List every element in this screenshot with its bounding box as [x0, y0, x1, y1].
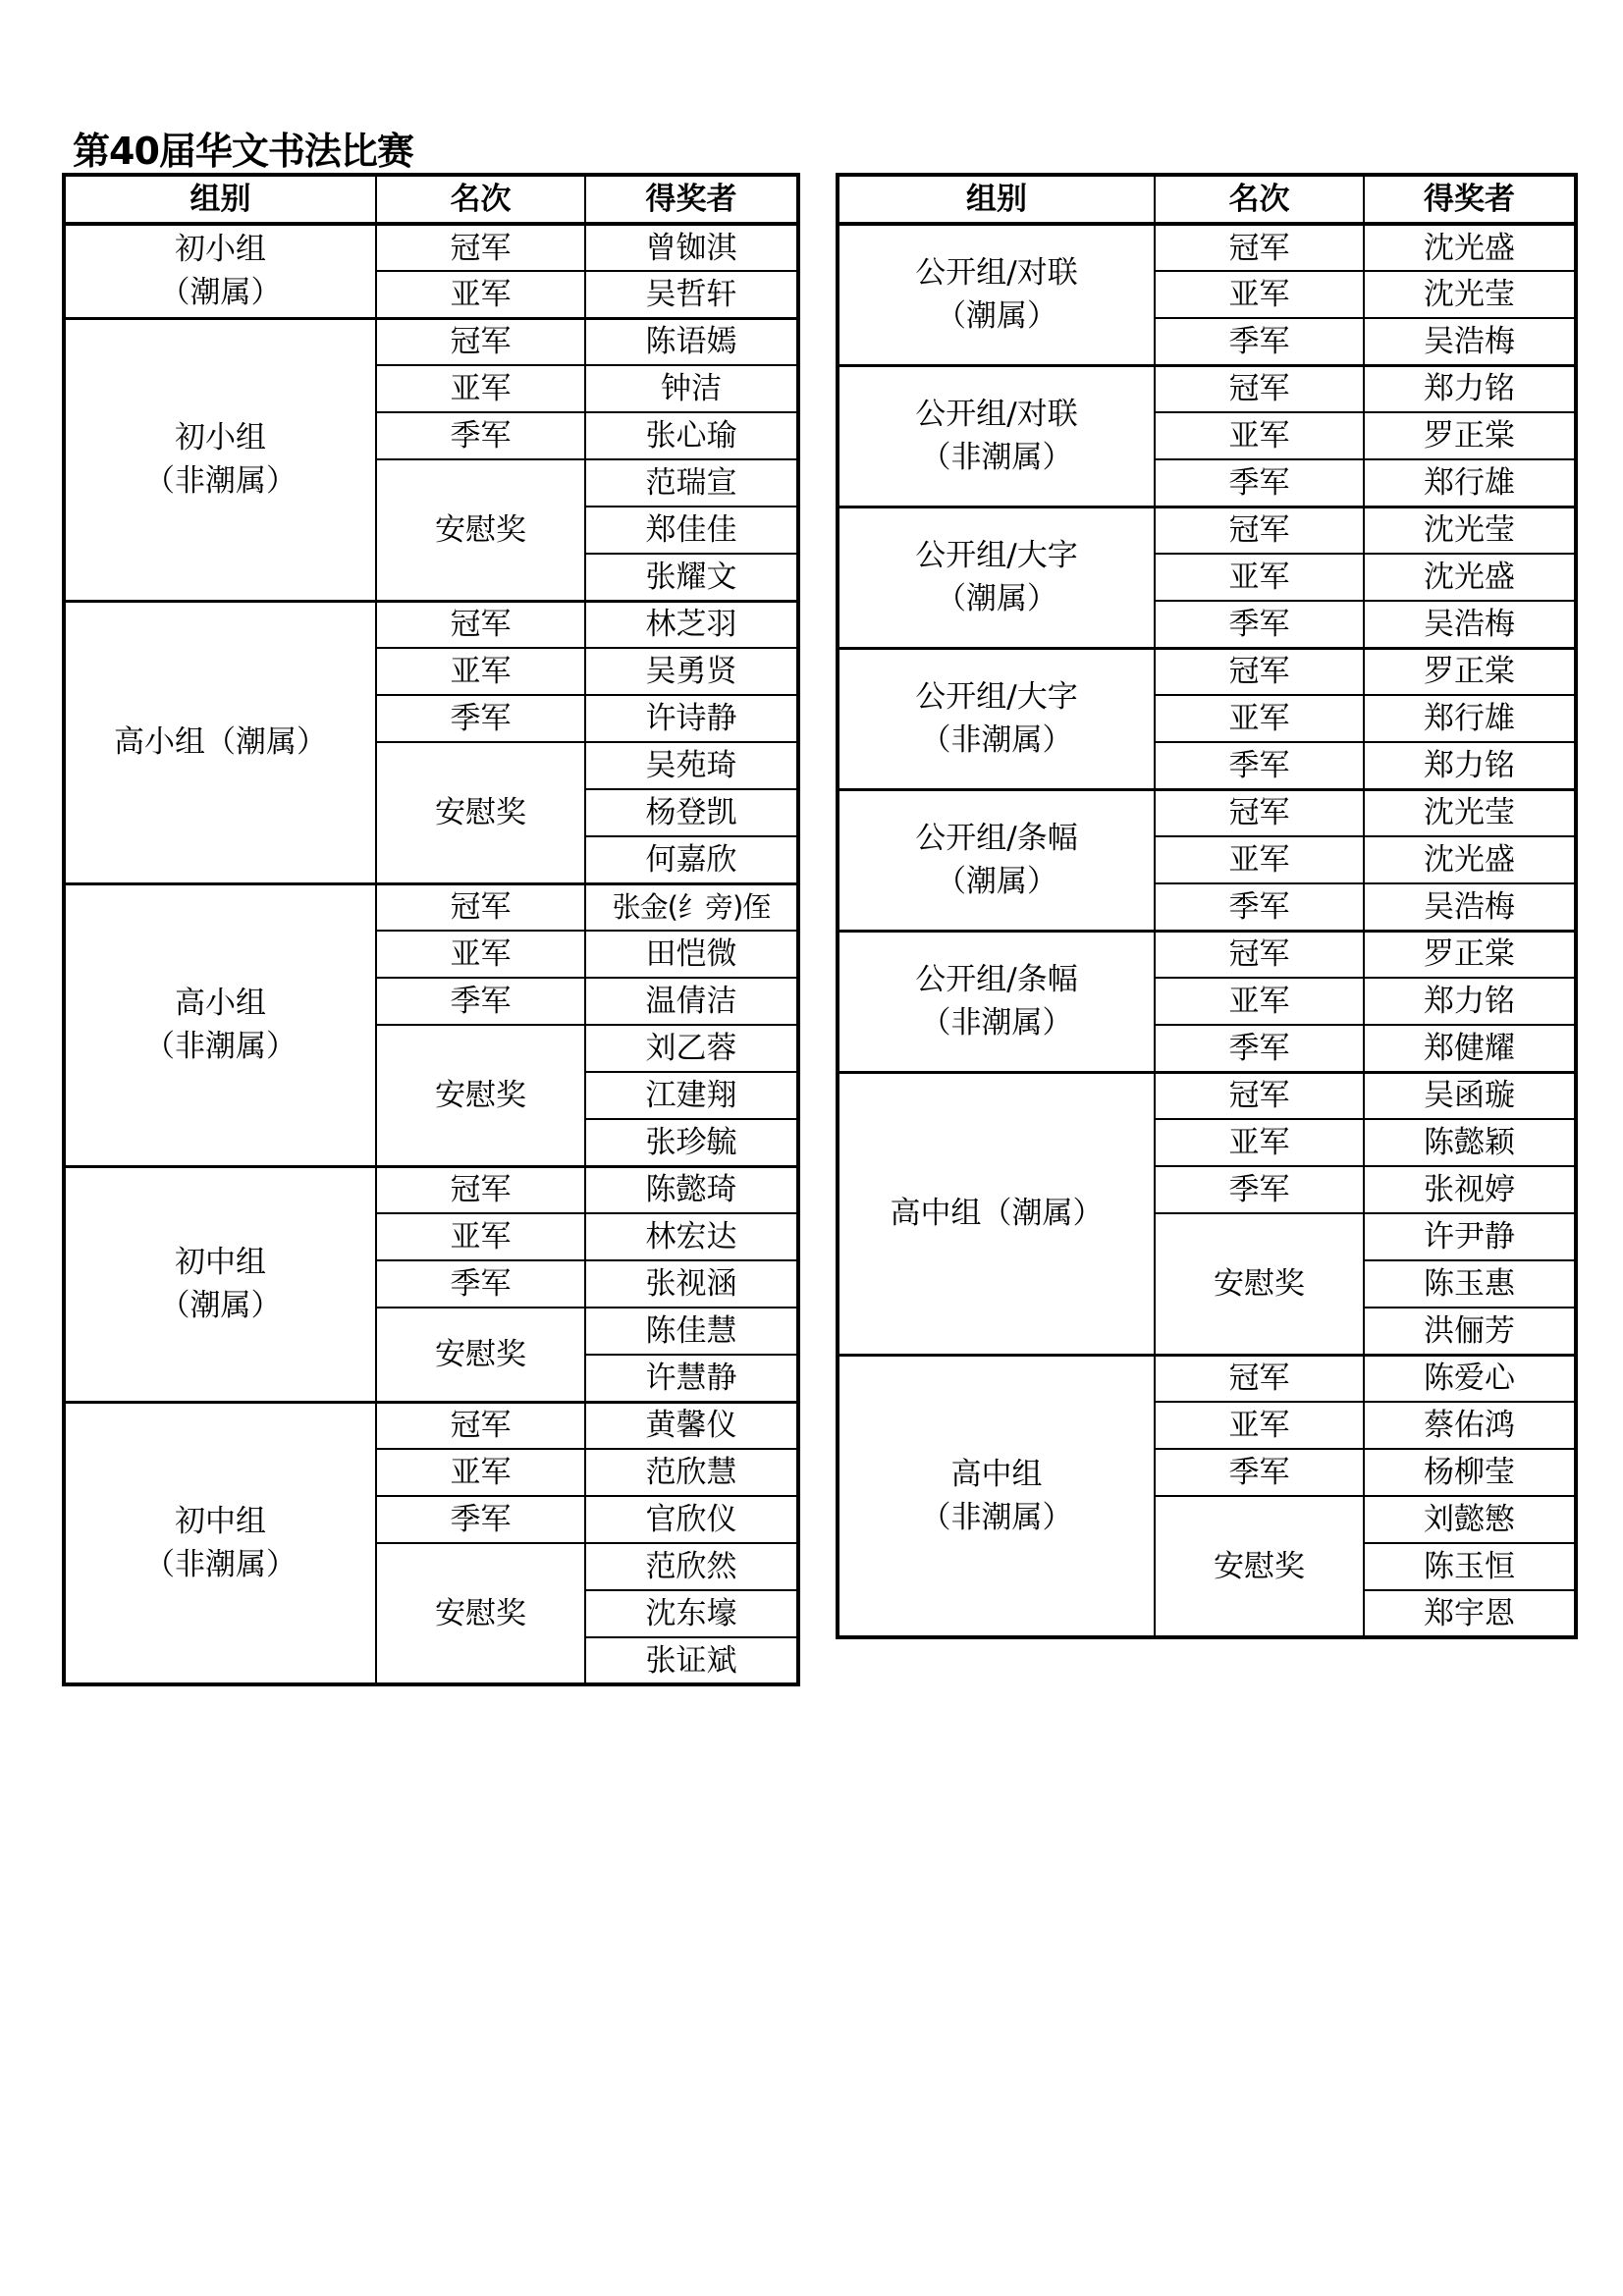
group-name: 初中组 （非潮属） — [64, 1402, 376, 1684]
rank-label: 冠军 — [1155, 1072, 1364, 1119]
group-name: 初小组 （潮属） — [64, 224, 376, 318]
winner-name: 吴勇贤 — [585, 648, 798, 695]
winner-name: 林芝羽 — [585, 601, 798, 648]
page-title: 第40届华文书法比赛 — [73, 130, 413, 173]
winner-name: 陈佳慧 — [585, 1308, 798, 1355]
rank-label: 亚军 — [376, 648, 585, 695]
winner-name: 刘懿慜 — [1364, 1496, 1576, 1543]
rank-label: 亚军 — [1155, 978, 1364, 1025]
winner-name: 郑宇恩 — [1364, 1590, 1576, 1637]
winner-name: 范瑞宣 — [585, 459, 798, 507]
table-row — [838, 1355, 1576, 1402]
winner-name: 沈光盛 — [1364, 836, 1576, 883]
group-name: 公开组/对联 （非潮属） — [838, 365, 1155, 507]
table-row — [64, 601, 798, 648]
rank-label: 季军 — [1155, 1025, 1364, 1072]
winner-name: 陈玉恒 — [1364, 1543, 1576, 1590]
table-header-row — [64, 175, 798, 224]
winner-name: 吴浩梅 — [1364, 883, 1576, 931]
group-name: 公开组/对联 （潮属） — [838, 224, 1155, 365]
header-rank: 名次 — [376, 175, 585, 224]
table-row — [838, 224, 1576, 271]
rank-label: 冠军 — [1155, 1355, 1364, 1402]
group-name: 高小组 （非潮属） — [64, 883, 376, 1166]
rank-label: 安慰奖 — [376, 1308, 585, 1402]
rank-label: 安慰奖 — [376, 742, 585, 883]
winner-name: 沈光莹 — [1364, 507, 1576, 554]
winner-name: 陈懿琦 — [585, 1166, 798, 1213]
winner-name: 罗正棠 — [1364, 412, 1576, 459]
winner-name: 郑行雄 — [1364, 695, 1576, 742]
winner-name: 吴哲轩 — [585, 271, 798, 318]
rank-label: 季军 — [376, 1260, 585, 1308]
header-group: 组别 — [838, 175, 1155, 224]
winner-name: 沈光莹 — [1364, 789, 1576, 836]
winner-name: 范欣慧 — [585, 1449, 798, 1496]
rank-label: 季军 — [1155, 1166, 1364, 1213]
table-row — [64, 1402, 798, 1449]
rank-label: 冠军 — [376, 1166, 585, 1213]
group-name: 公开组/大字 （非潮属） — [838, 648, 1155, 789]
winner-name: 许诗静 — [585, 695, 798, 742]
table-row — [838, 1072, 1576, 1119]
winner-name: 郑力铭 — [1364, 978, 1576, 1025]
rank-label: 冠军 — [1155, 507, 1364, 554]
rank-label: 亚军 — [1155, 554, 1364, 601]
rank-label: 季军 — [1155, 883, 1364, 931]
header-rank: 名次 — [1155, 175, 1364, 224]
rank-label: 冠军 — [1155, 648, 1364, 695]
winner-name: 沈东壕 — [585, 1590, 798, 1637]
rank-label: 季军 — [1155, 1449, 1364, 1496]
winner-name: 陈玉惠 — [1364, 1260, 1576, 1308]
winner-name: 沈光盛 — [1364, 224, 1576, 271]
winner-name: 林宏达 — [585, 1213, 798, 1260]
group-name: 初小组 （非潮属） — [64, 318, 376, 601]
table-row — [838, 365, 1576, 412]
table-row — [64, 224, 798, 271]
winner-name: 沈光盛 — [1364, 554, 1576, 601]
winner-name: 陈语嫣 — [585, 318, 798, 365]
rank-label: 季军 — [1155, 601, 1364, 648]
winner-name: 罗正棠 — [1364, 931, 1576, 978]
rank-label: 亚军 — [1155, 695, 1364, 742]
winner-name: 温倩洁 — [585, 978, 798, 1025]
table-row — [838, 648, 1576, 695]
rank-label: 季军 — [376, 412, 585, 459]
winner-name: 张视涵 — [585, 1260, 798, 1308]
rank-label: 季军 — [1155, 459, 1364, 507]
winner-name: 罗正棠 — [1364, 648, 1576, 695]
rank-label: 安慰奖 — [376, 1543, 585, 1684]
winner-name: 官欣仪 — [585, 1496, 798, 1543]
winner-name: 张证斌 — [585, 1637, 798, 1684]
rank-label: 季军 — [1155, 742, 1364, 789]
winner-name: 郑力铭 — [1364, 742, 1576, 789]
table-row — [64, 318, 798, 365]
rank-label: 亚军 — [376, 271, 585, 318]
winner-name: 陈爱心 — [1364, 1355, 1576, 1402]
rank-label: 冠军 — [376, 1402, 585, 1449]
rank-label: 冠军 — [376, 318, 585, 365]
winner-name: 陈懿颖 — [1364, 1119, 1576, 1166]
rank-label: 安慰奖 — [376, 459, 585, 601]
winner-name: 杨登凯 — [585, 789, 798, 836]
table-row — [838, 931, 1576, 978]
rank-label: 亚军 — [1155, 1402, 1364, 1449]
rank-label: 亚军 — [376, 931, 585, 978]
table-row — [64, 1166, 798, 1213]
rank-label: 冠军 — [1155, 224, 1364, 271]
rank-label: 冠军 — [376, 224, 585, 271]
header-group: 组别 — [64, 175, 376, 224]
winner-name: 吴函璇 — [1364, 1072, 1576, 1119]
winner-name: 刘乙蓉 — [585, 1025, 798, 1072]
winner-name: 张心瑜 — [585, 412, 798, 459]
winner-name: 吴浩梅 — [1364, 318, 1576, 365]
winner-name: 张耀文 — [585, 554, 798, 601]
rank-label: 亚军 — [1155, 1119, 1364, 1166]
winner-name: 郑佳佳 — [585, 507, 798, 554]
winner-name: 杨柳莹 — [1364, 1449, 1576, 1496]
rank-label: 冠军 — [376, 883, 585, 931]
group-name: 公开组/条幅 （潮属） — [838, 789, 1155, 931]
rank-label: 安慰奖 — [376, 1025, 585, 1166]
right-awards-table — [836, 173, 1578, 1639]
group-name: 公开组/大字 （潮属） — [838, 507, 1155, 648]
winner-name: 蔡佑鸿 — [1364, 1402, 1576, 1449]
winner-name: 许慧静 — [585, 1355, 798, 1402]
rank-label: 亚军 — [376, 1213, 585, 1260]
group-name: 初中组 （潮属） — [64, 1166, 376, 1402]
winner-name: 郑行雄 — [1364, 459, 1576, 507]
winner-name: 郑力铭 — [1364, 365, 1576, 412]
winner-name: 黄馨仪 — [585, 1402, 798, 1449]
group-name: 高小组（潮属） — [64, 601, 376, 883]
winner-name: 钟洁 — [585, 365, 798, 412]
group-name: 公开组/条幅 （非潮属） — [838, 931, 1155, 1072]
table-header-row — [838, 175, 1576, 224]
rank-label: 冠军 — [1155, 789, 1364, 836]
rank-label: 亚军 — [1155, 271, 1364, 318]
rank-label: 安慰奖 — [1155, 1496, 1364, 1637]
rank-label: 亚军 — [376, 365, 585, 412]
winner-name: 张金(纟旁)侄 — [585, 883, 798, 931]
rank-label: 亚军 — [1155, 412, 1364, 459]
winner-name: 田恺微 — [585, 931, 798, 978]
rank-label: 季军 — [376, 695, 585, 742]
table-row — [838, 507, 1576, 554]
rank-label: 冠军 — [376, 601, 585, 648]
winner-name: 郑健耀 — [1364, 1025, 1576, 1072]
rank-label: 冠军 — [1155, 931, 1364, 978]
group-name: 高中组 （非潮属） — [838, 1355, 1155, 1637]
winner-name: 何嘉欣 — [585, 836, 798, 883]
header-winner: 得奖者 — [1364, 175, 1576, 224]
winner-name: 张珍毓 — [585, 1119, 798, 1166]
table-row — [838, 789, 1576, 836]
rank-label: 冠军 — [1155, 365, 1364, 412]
winner-name: 许尹静 — [1364, 1213, 1576, 1260]
rank-label: 季军 — [376, 978, 585, 1025]
rank-label: 亚军 — [1155, 836, 1364, 883]
header-winner: 得奖者 — [585, 175, 798, 224]
rank-label: 季军 — [1155, 318, 1364, 365]
winner-name: 吴浩梅 — [1364, 601, 1576, 648]
rank-label: 季军 — [376, 1496, 585, 1543]
group-name: 高中组（潮属） — [838, 1072, 1155, 1355]
winner-name: 洪俪芳 — [1364, 1308, 1576, 1355]
winner-name: 吴苑琦 — [585, 742, 798, 789]
winner-name: 张视婷 — [1364, 1166, 1576, 1213]
winner-name: 江建翔 — [585, 1072, 798, 1119]
winner-name: 沈光莹 — [1364, 271, 1576, 318]
winner-name: 曾铷淇 — [585, 224, 798, 271]
table-row — [64, 883, 798, 931]
rank-label: 亚军 — [376, 1449, 585, 1496]
left-awards-table — [62, 173, 800, 1686]
rank-label: 安慰奖 — [1155, 1213, 1364, 1355]
winner-name: 范欣然 — [585, 1543, 798, 1590]
